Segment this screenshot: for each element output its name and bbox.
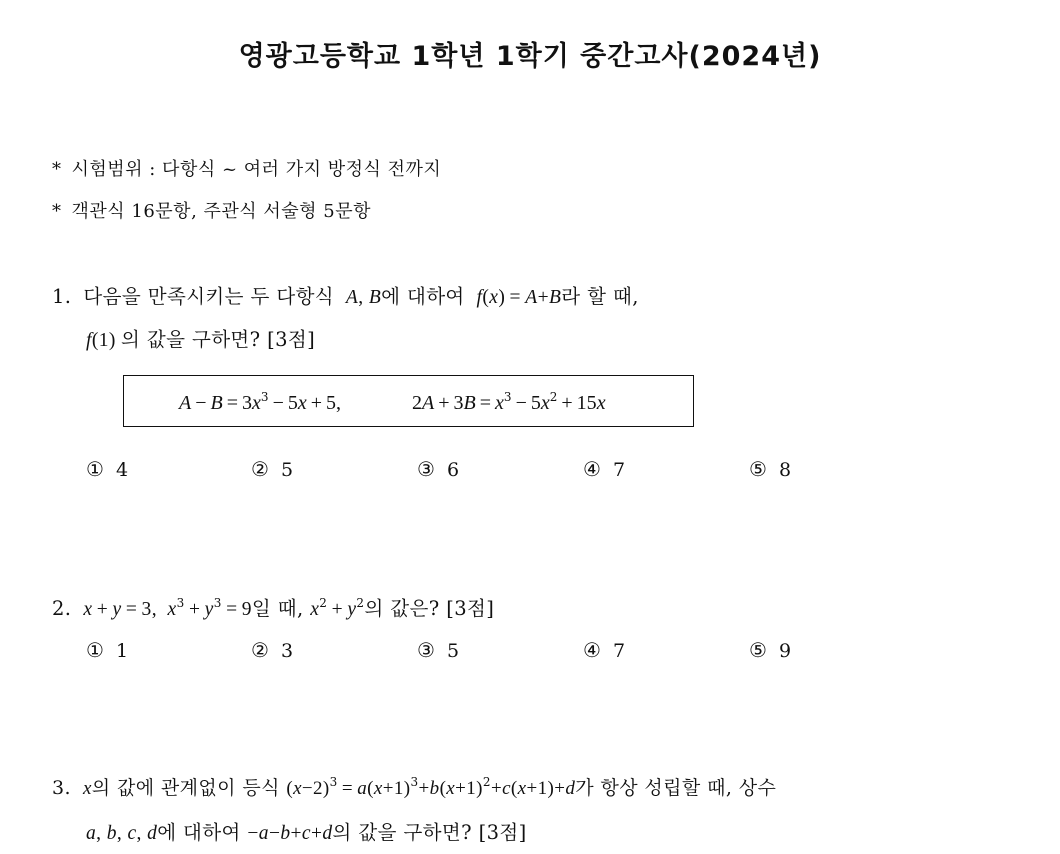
question-3-line-2 [86,817,527,845]
question-text: 에 대하여 [157,821,241,844]
question-number: 2. [52,597,72,620]
question-number: 3. [52,777,71,799]
circled-number-3-icon: ③ [417,457,435,481]
math-expression: ) = [498,287,526,308]
choice-option[interactable] [86,638,128,662]
question-text: 다음을 만족시키는 두 다항식 [83,285,335,308]
circled-number-4-icon: ④ [583,638,601,662]
circled-number-5-icon: ⑤ [749,638,767,662]
math-expression: f [471,287,483,308]
choice-value: 7 [612,459,626,481]
question-text: 의 값을 구하면? [3점] [332,821,527,844]
choice-value: 6 [446,459,460,481]
given-conditions-box [123,375,694,427]
circled-number-5-icon: ⑤ [749,457,767,481]
circled-number-1-icon: ① [86,457,104,481]
question-number: 1. [52,285,72,308]
choice-option[interactable] [417,638,459,662]
circled-number-2-icon: ② [251,457,269,481]
question-2-line-1 [52,593,494,621]
asterisk-icon: * [52,159,62,180]
math-expression: A [340,287,359,308]
choice-option[interactable] [583,638,625,662]
asterisk-icon: * [52,201,62,222]
question-text: 라 할 때, [561,285,639,308]
exam-note-range [52,155,441,181]
math-expression: x [82,778,92,799]
choice-option[interactable] [749,638,791,662]
math-expression: a, b, c, d [86,823,158,844]
math-expression: (1) [91,330,122,351]
question-3-line-1 [52,773,776,800]
choice-value: 7 [612,640,626,662]
note-text: 시험범위 : 다항식 ~ 여러 가지 방정식 전까지 [71,159,442,180]
choice-value: 4 [115,459,129,481]
choice-option[interactable] [251,457,293,481]
choice-value: 9 [778,640,792,662]
question-text: 의 값에 관계없이 등식 [91,777,280,799]
choice-option[interactable] [583,457,625,481]
circled-number-4-icon: ④ [583,457,601,481]
circled-number-3-icon: ③ [417,638,435,662]
question-text: 의 값을 구하면? [3점] [121,328,316,351]
choice-option[interactable] [417,457,459,481]
math-expression: B [368,287,382,308]
question-text: 의 값은? [3점] [364,597,495,620]
equation-2a-plus-3b: $2A + 3B = x^3 - 5x^2 + 15x$ [412,390,606,414]
math-expression: , [358,287,369,308]
question-1-line-2 [86,324,315,352]
choice-value: 1 [115,640,129,662]
exam-title: 영광고등학교 1학년 1학기 중간고사(2024년) [238,41,822,72]
question-text: 가 항상 성립할 때, 상수 [575,777,777,799]
choice-value: 5 [280,459,294,481]
math-expression: B [548,287,562,308]
math-expression: −a−b+c+d [247,823,333,844]
choice-option[interactable] [749,457,791,481]
math-expression: f [86,330,92,351]
equation-a-minus-b: $A - B = 3x^3 - 5x + 5$, [179,390,342,414]
circled-number-1-icon: ① [86,638,104,662]
math-expression: x [489,287,499,308]
math-expression: $x^2 + y^2$ [310,596,365,620]
choice-option[interactable] [86,457,128,481]
question-text: 일 때, [251,597,304,620]
question-text: 에 대하여 [381,285,465,308]
choice-value: 5 [446,640,460,662]
circled-number-2-icon: ② [251,638,269,662]
exam-note-count [52,197,371,223]
math-expression: $(x-2)^3 = a(x+1)^3+b(x+1)^2+c(x+1)+d$ [286,775,576,799]
math-expression: A [525,287,538,308]
choice-option[interactable] [251,638,293,662]
choice-value: 3 [280,640,294,662]
note-text: 객관식 16문항, 주관식 서술형 5문항 [71,201,372,222]
choice-value: 8 [778,459,792,481]
math-expression: ( [482,287,490,308]
math-expression: + [537,287,549,308]
math-expression: x + y = 3, $x^3 + y^3 = 9$ [83,596,252,620]
question-1-line-1 [52,281,639,309]
